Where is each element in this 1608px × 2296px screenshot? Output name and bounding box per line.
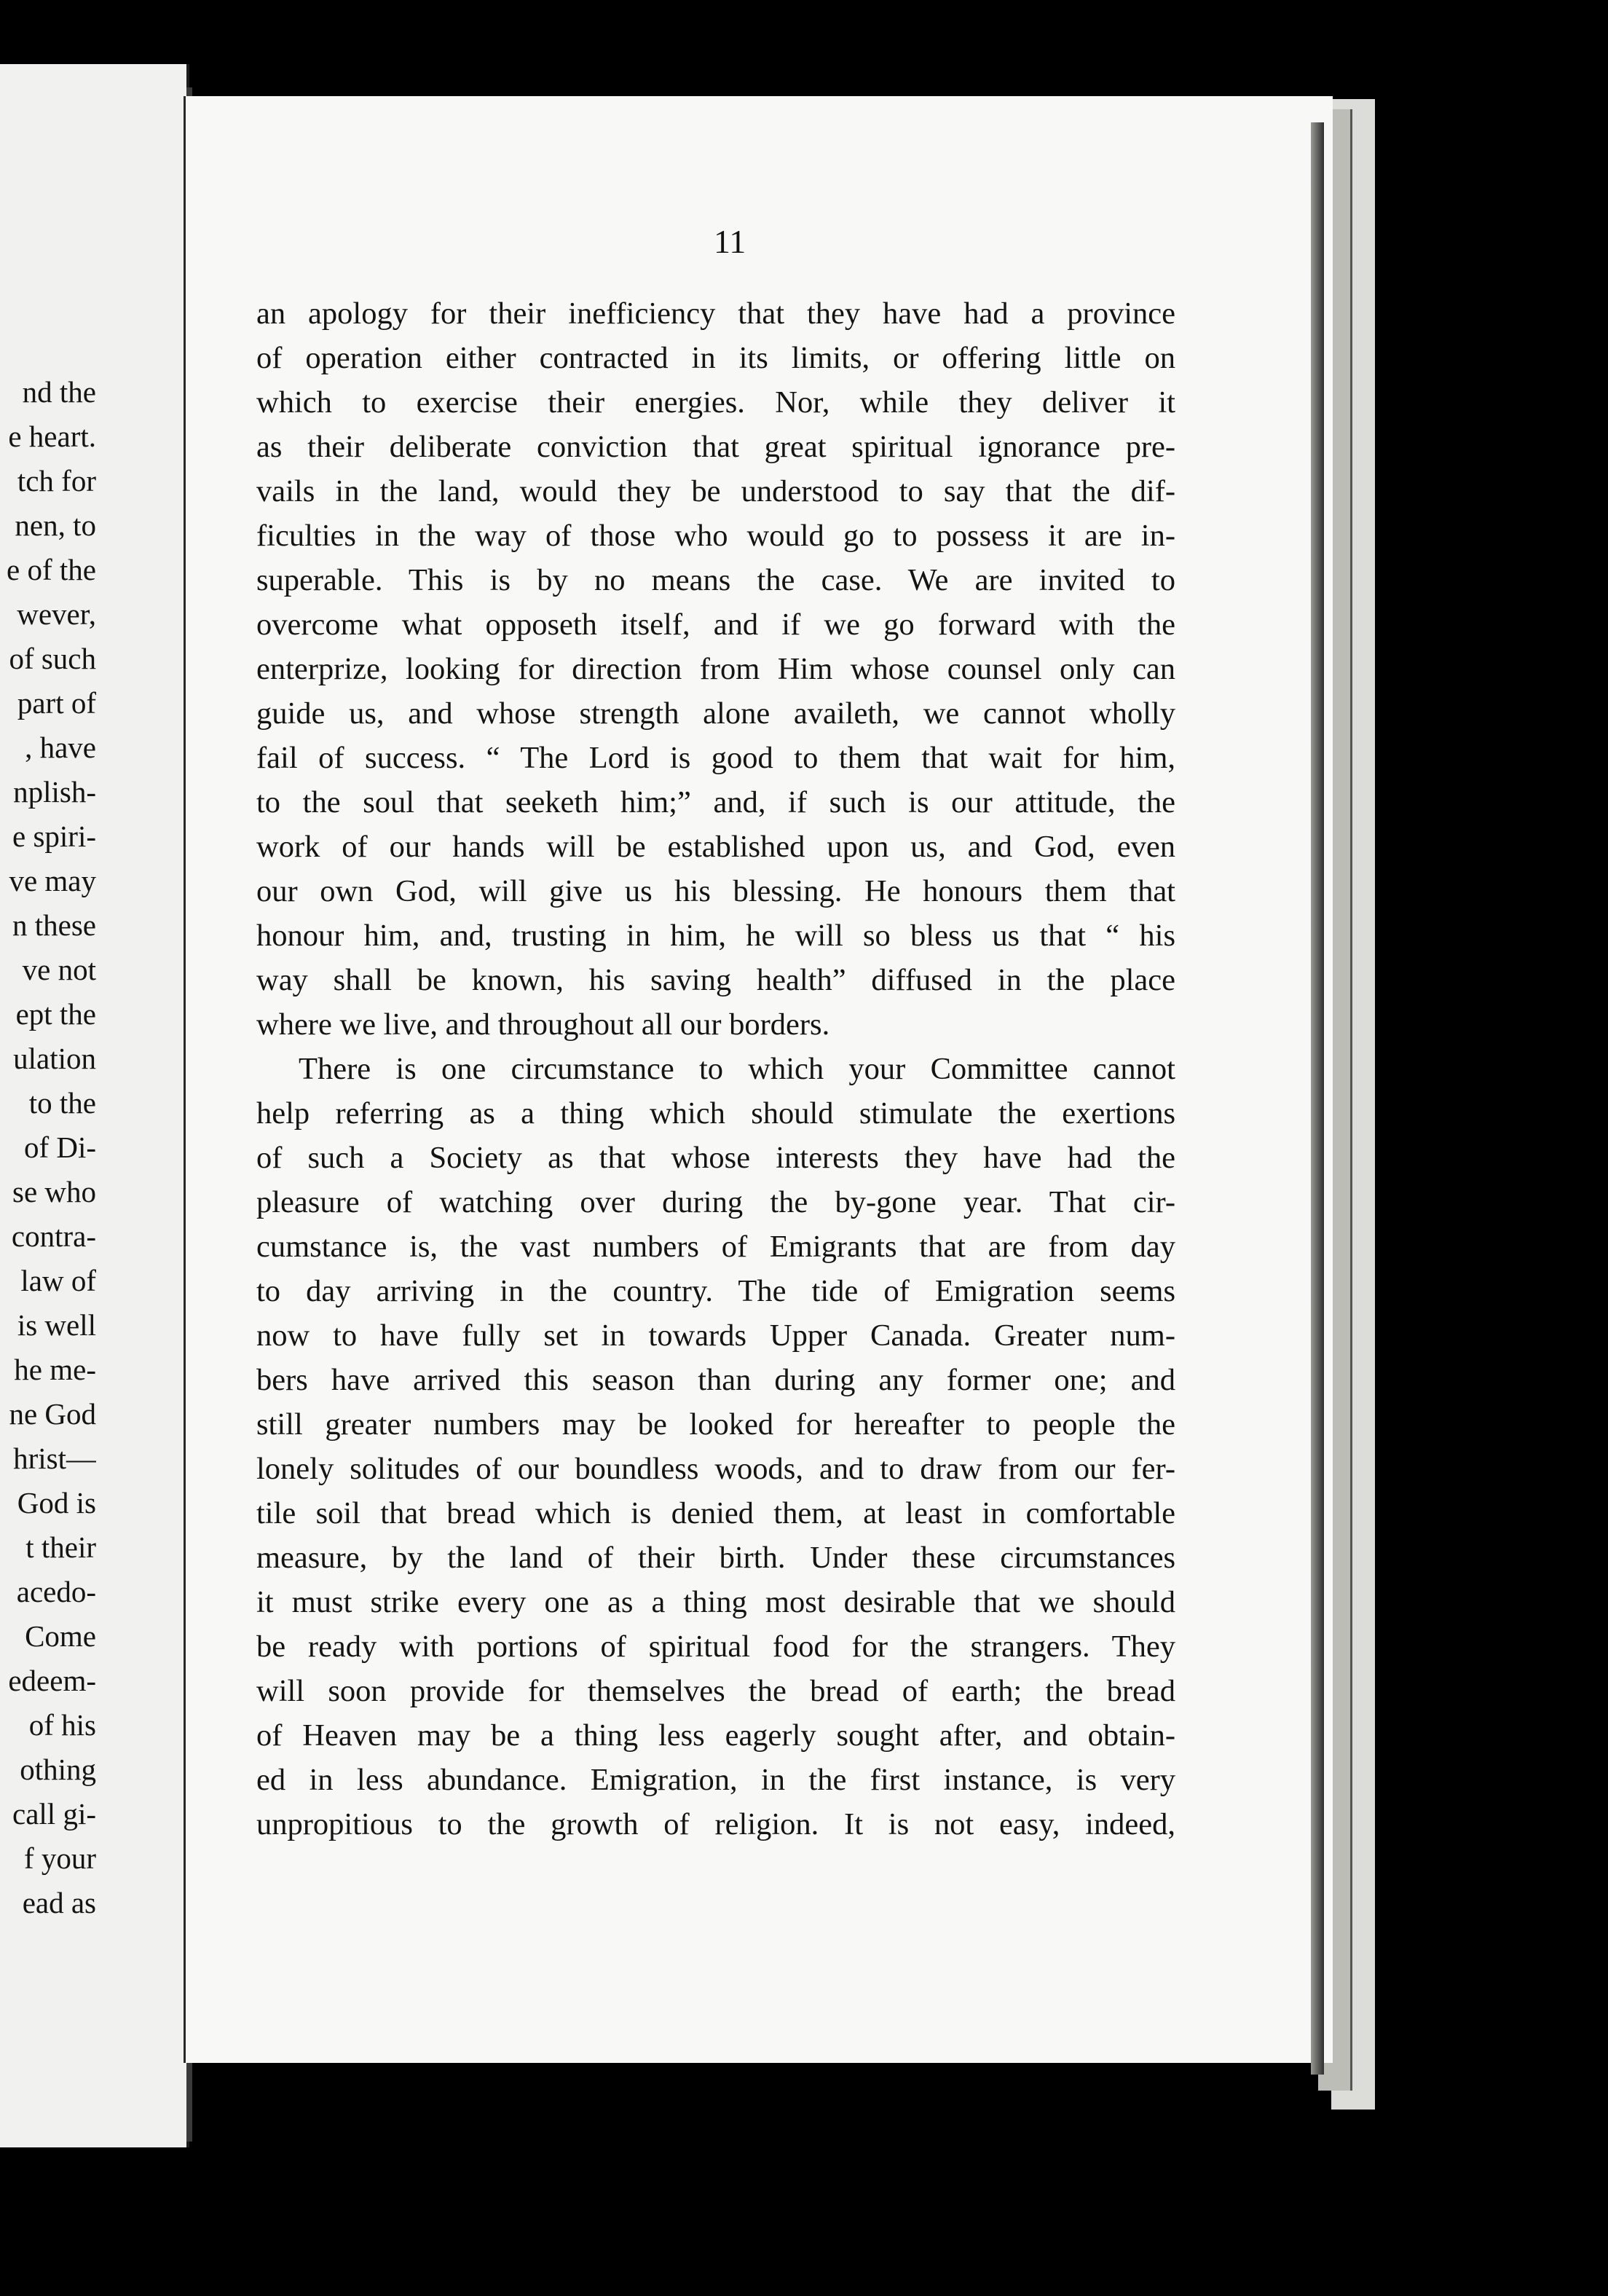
- text-line: fail of success. “ The Lord is good to them that wait for him,: [256, 741, 1175, 775]
- text-line: lonely solitudes of our boundless woods, and to draw from our fer-: [256, 1452, 1175, 1486]
- text-line: There is one circumstance to which your Committee cannot: [299, 1052, 1175, 1086]
- text-line: vails in the land, would they be understood to say that the dif-: [256, 474, 1175, 508]
- left-page-line: t their: [25, 1530, 96, 1564]
- left-page-line: edeem-: [8, 1664, 96, 1697]
- text-line: enterprize, looking for direction from Him whose counsel only can: [256, 652, 1175, 686]
- text-line: tile soil that bread which is denied them, at least in comfortable: [256, 1496, 1175, 1530]
- left-page-line: acedo-: [16, 1575, 96, 1608]
- text-line: work of our hands will be established upon us, and God, even: [256, 830, 1175, 864]
- paragraph-2: [256, 1047, 1175, 1847]
- text-line: as their deliberate conviction that great spiritual ignorance pre-: [256, 430, 1175, 464]
- left-page-text-fragments: [0, 370, 96, 1925]
- page-edge-shadow: [1311, 122, 1324, 2075]
- left-page-line: call gi-: [12, 1797, 96, 1831]
- text-line: to day arriving in the country. The tide of Emigration seems: [256, 1274, 1175, 1308]
- left-page-line: of his: [28, 1708, 96, 1742]
- left-page-line: se who: [12, 1175, 96, 1208]
- left-page-line: hrist—: [13, 1442, 96, 1475]
- text-line: overcome what opposeth itself, and if we go forward with the: [256, 608, 1175, 642]
- text-line: to the soul that seeketh him;” and, if such is our attitude, the: [256, 785, 1175, 819]
- text-line: bers have arrived this season than during any former one; and: [256, 1363, 1175, 1397]
- body-text: [256, 291, 1175, 1847]
- left-page-line: ept the: [15, 997, 96, 1031]
- text-line: ed in less abundance. Emigration, in the first instance, is very: [256, 1763, 1175, 1797]
- left-page-line: f your: [23, 1841, 96, 1875]
- left-page-line: of such: [9, 642, 96, 675]
- left-page-line: , have: [25, 731, 96, 764]
- left-page-line: is well: [17, 1308, 96, 1342]
- left-page-line: Come: [25, 1619, 96, 1653]
- text-line: pleasure of watching over during the by-gone year. That cir-: [256, 1185, 1175, 1219]
- text-line: of operation either contracted in its limits, or offering little on: [256, 341, 1175, 375]
- left-page: [0, 64, 189, 2147]
- left-page-line: ve not: [22, 953, 96, 986]
- left-page-line: he me-: [14, 1353, 96, 1386]
- text-line: measure, by the land of their birth. Under these circumstances: [256, 1541, 1175, 1575]
- text-line: of Heaven may be a thing less eagerly sought after, and obtain-: [256, 1718, 1175, 1753]
- text-line: will soon provide for themselves the bread of earth; the bread: [256, 1674, 1175, 1708]
- left-page-line: law of: [20, 1264, 96, 1297]
- left-page-line: e of the: [7, 553, 96, 586]
- text-line: unpropitious to the growth of religion. It is not easy, indeed,: [256, 1807, 1175, 1841]
- left-page-line: nplish-: [13, 775, 96, 809]
- left-page-line: of Di-: [23, 1131, 96, 1164]
- text-line: cumstance is, the vast numbers of Emigrants that are from day: [256, 1230, 1175, 1264]
- text-line: guide us, and whose strength alone availeth, we cannot wholly: [256, 696, 1175, 731]
- left-page-line: to the: [28, 1086, 96, 1120]
- text-line: an apology for their inefficiency that they have had a province: [256, 296, 1175, 331]
- text-line: way shall be known, his saving health” diffused in the place: [256, 963, 1175, 997]
- left-page-line: e heart.: [8, 420, 96, 453]
- left-page-line: God is: [17, 1486, 96, 1519]
- left-page-line: ulation: [13, 1042, 96, 1075]
- text-line: still greater numbers may be looked for hereafter to people the: [256, 1407, 1175, 1442]
- left-page-line: part of: [17, 686, 96, 720]
- text-line: which to exercise their energies. Nor, while they deliver it: [256, 385, 1175, 420]
- text-line: where we live, and throughout all our borders.: [256, 1007, 830, 1042]
- paragraph-1: [256, 291, 1175, 1047]
- text-line: now to have fully set in towards Upper Canada. Greater num-: [256, 1318, 1175, 1353]
- left-page-line: wever,: [17, 597, 96, 631]
- page-number: 11: [714, 223, 746, 260]
- text-line: our own God, will give us his blessing. He honours them that: [256, 874, 1175, 908]
- left-page-line: ve may: [9, 864, 96, 897]
- left-page-line: nen, to: [15, 508, 96, 542]
- text-line: superable. This is by no means the case. We are invited to: [256, 563, 1175, 597]
- left-page-line: ne God: [9, 1397, 96, 1431]
- text-line: honour him, and, trusting in him, he will so bless us that “ his: [256, 919, 1175, 953]
- left-page-line: nd the: [22, 375, 96, 409]
- left-page-line: e spiri-: [12, 819, 96, 853]
- left-page-line: contra-: [11, 1219, 96, 1253]
- left-page-line: othing: [20, 1753, 96, 1786]
- left-page-line: n these: [12, 908, 96, 942]
- text-line: ficulties in the way of those who would go to possess it are in-: [256, 519, 1175, 553]
- left-page-line: tch for: [17, 464, 96, 498]
- left-page-line: ead as: [22, 1886, 96, 1919]
- text-line: it must strike every one as a thing most desirable that we should: [256, 1585, 1175, 1619]
- text-line: help referring as a thing which should stimulate the exertions: [256, 1096, 1175, 1131]
- text-line: be ready with portions of spiritual food for the strangers. They: [256, 1629, 1175, 1664]
- text-line: of such a Society as that whose interests they have had the: [256, 1141, 1175, 1175]
